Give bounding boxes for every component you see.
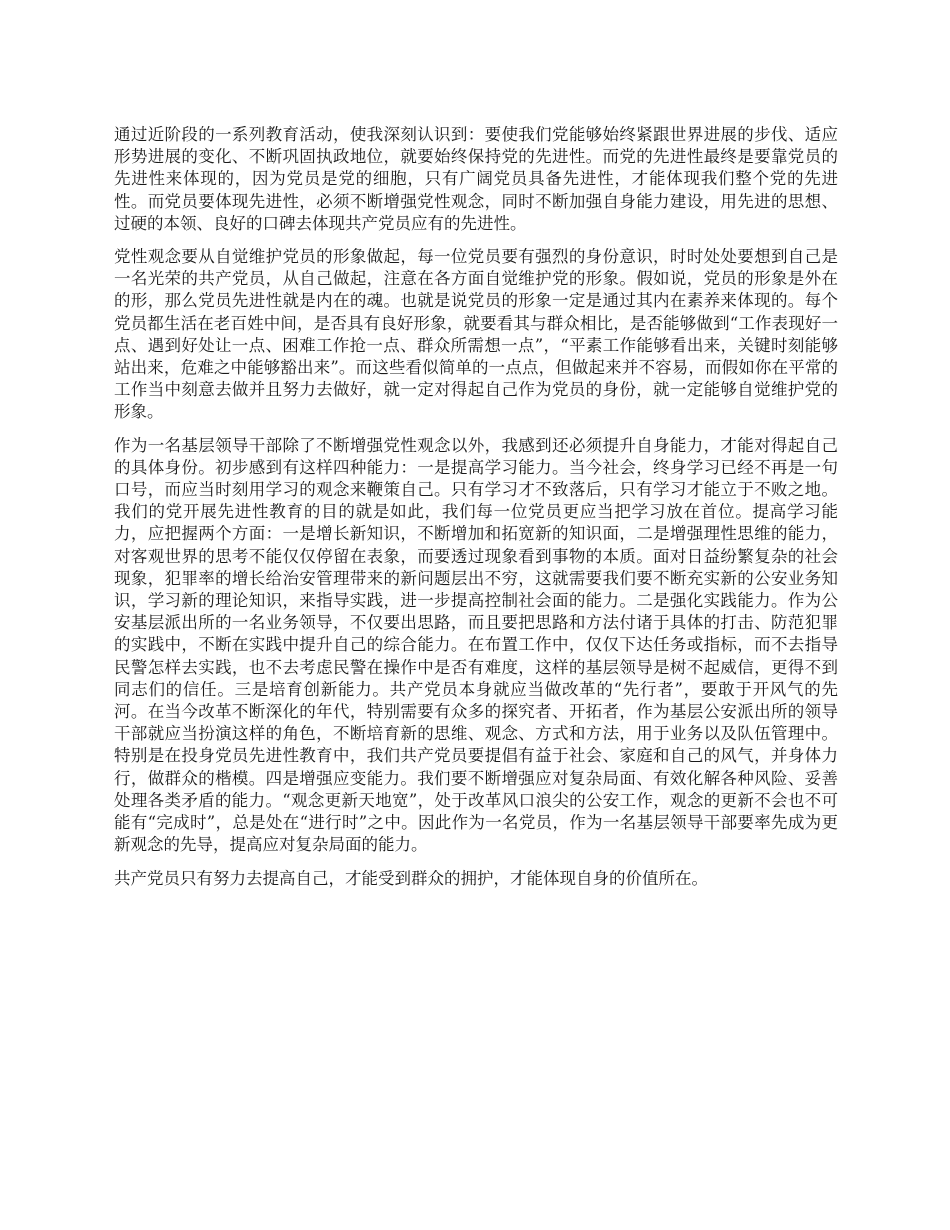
paragraph-1: 通过近阶段的一系列教育活动，使我深刻认识到：要使我们党能够始终紧跟世界进展的步伐、适应形势进展的变化、不断巩固执政地位，就要始终保持党的先进性。而党的先进性最终是要靠党员的先进性来体现的，因为党员是党的细胞，只有广阔党员具备先进性，才能体现我们整个党的先进性。而党员要体现先进性，必须不断增强党性观念，同时不断加强自身能力建设，用先进的思想、过硬的本领、良好的口碑去体现共产党员应有的先进性。 (114, 125, 838, 233)
paragraph-2: 党性观念要从自觉维护党员的形象做起，每一位党员要有强烈的身份意识，时时处处要想到自己是一名光荣的共产党员，从自己做起，注意在各方面自觉维护党的形象。假如说，党员的形象是外在的形，那么党员先进性就是内在的魂。也就是说党员的形象一定是通过其内在素养来体现的。每个党员都生活在老百姓中间，是否具有良好形象，就要看其与群众相比，是否能够做到“工作表现好一点、遇到好处让一点、困难工作抢一点、群众所需想一点”，“平素工作能够看出来，关键时刻能够站出来，危难之中能够豁出来”。而这些看似简单的一点点，但做起来并不容易，而假如你在平常的工作当中刻意去做并且努力去做好，就一定对得起自己作为党员的身份，就一定能够自觉维护党的形象。 (114, 247, 838, 422)
paragraph-4: 共产党员只有努力去提高自己，才能受到群众的拥护，才能体现自身的价值所在。 (114, 868, 708, 888)
document-body (114, 124, 838, 901)
paragraph-3: 作为一名基层领导干部除了不断增强党性观念以外，我感到还必须提升自身能力，才能对得起自己的具体身份。初步感到有这样四种能力：一是提高学习能力。当今社会，终身学习已经不再是一句口号，而应当时刻用学习的观念来鞭策自己。只有学习才不致落后，只有学习才能立于不败之地。我们的党开展先进性教育的目的就是如此，我们每一位党员更应当把学习放在首位。提高学习能力，应把握两个方面：一是增长新知识，不断增加和拓宽新的知识面，二是增强理性思维的能力，对客观世界的思考不能仅仅停留在表象，而要透过现象看到事物的本质。面对日益纷繁复杂的社会现象，犯罪率的增长给治安管理带来的新问题层出不穷，这就需要我们要不断充实新的公安业务知识，学习新的理论知识，来指导实践，进一步提高控制社会面的能力。二是强化实践能力。作为公安基层派出所的一名业务领导，不仅要出思路，而且要把思路和方法付诸于具体的打击、防范犯罪的实践中，不断在实践中提升自己的综合能力。在布置工作中，仅仅下达任务或指标，而不去指导民警怎样去实践，也不去考虑民警在操作中是否有难度，这样的基层领导是树不起威信，更得不到同志们的信任。三是培育创新能力。共产党员本身就应当做改革的“先行者”，要敢于开风气的先河。在当今改革不断深化的年代，特别需要有众多的探究者、开拓者，作为基层公安派出所的领导干部就应当扮演这样的角色，不断培育新的思维、观念、方式和方法，用于业务以及队伍管理中。特别是在投身党员先进性教育中，我们共产党员要提倡有益于社会、家庭和自己的风气，并身体力行，做群众的楷模。四是增强应变能力。我们要不断增强应对复杂局面、有效化解各种风险、妥善处理各类矛盾的能力。“观念更新天地宽”，处于改革风口浪尖的公安工作，观念的更新不会也不可能有“完成时”，总是处在“进行时”之中。因此作为一名党员，作为一名基层领导干部要率先成为更新观念的先导，提高应对复杂局面的能力。 (114, 435, 838, 855)
